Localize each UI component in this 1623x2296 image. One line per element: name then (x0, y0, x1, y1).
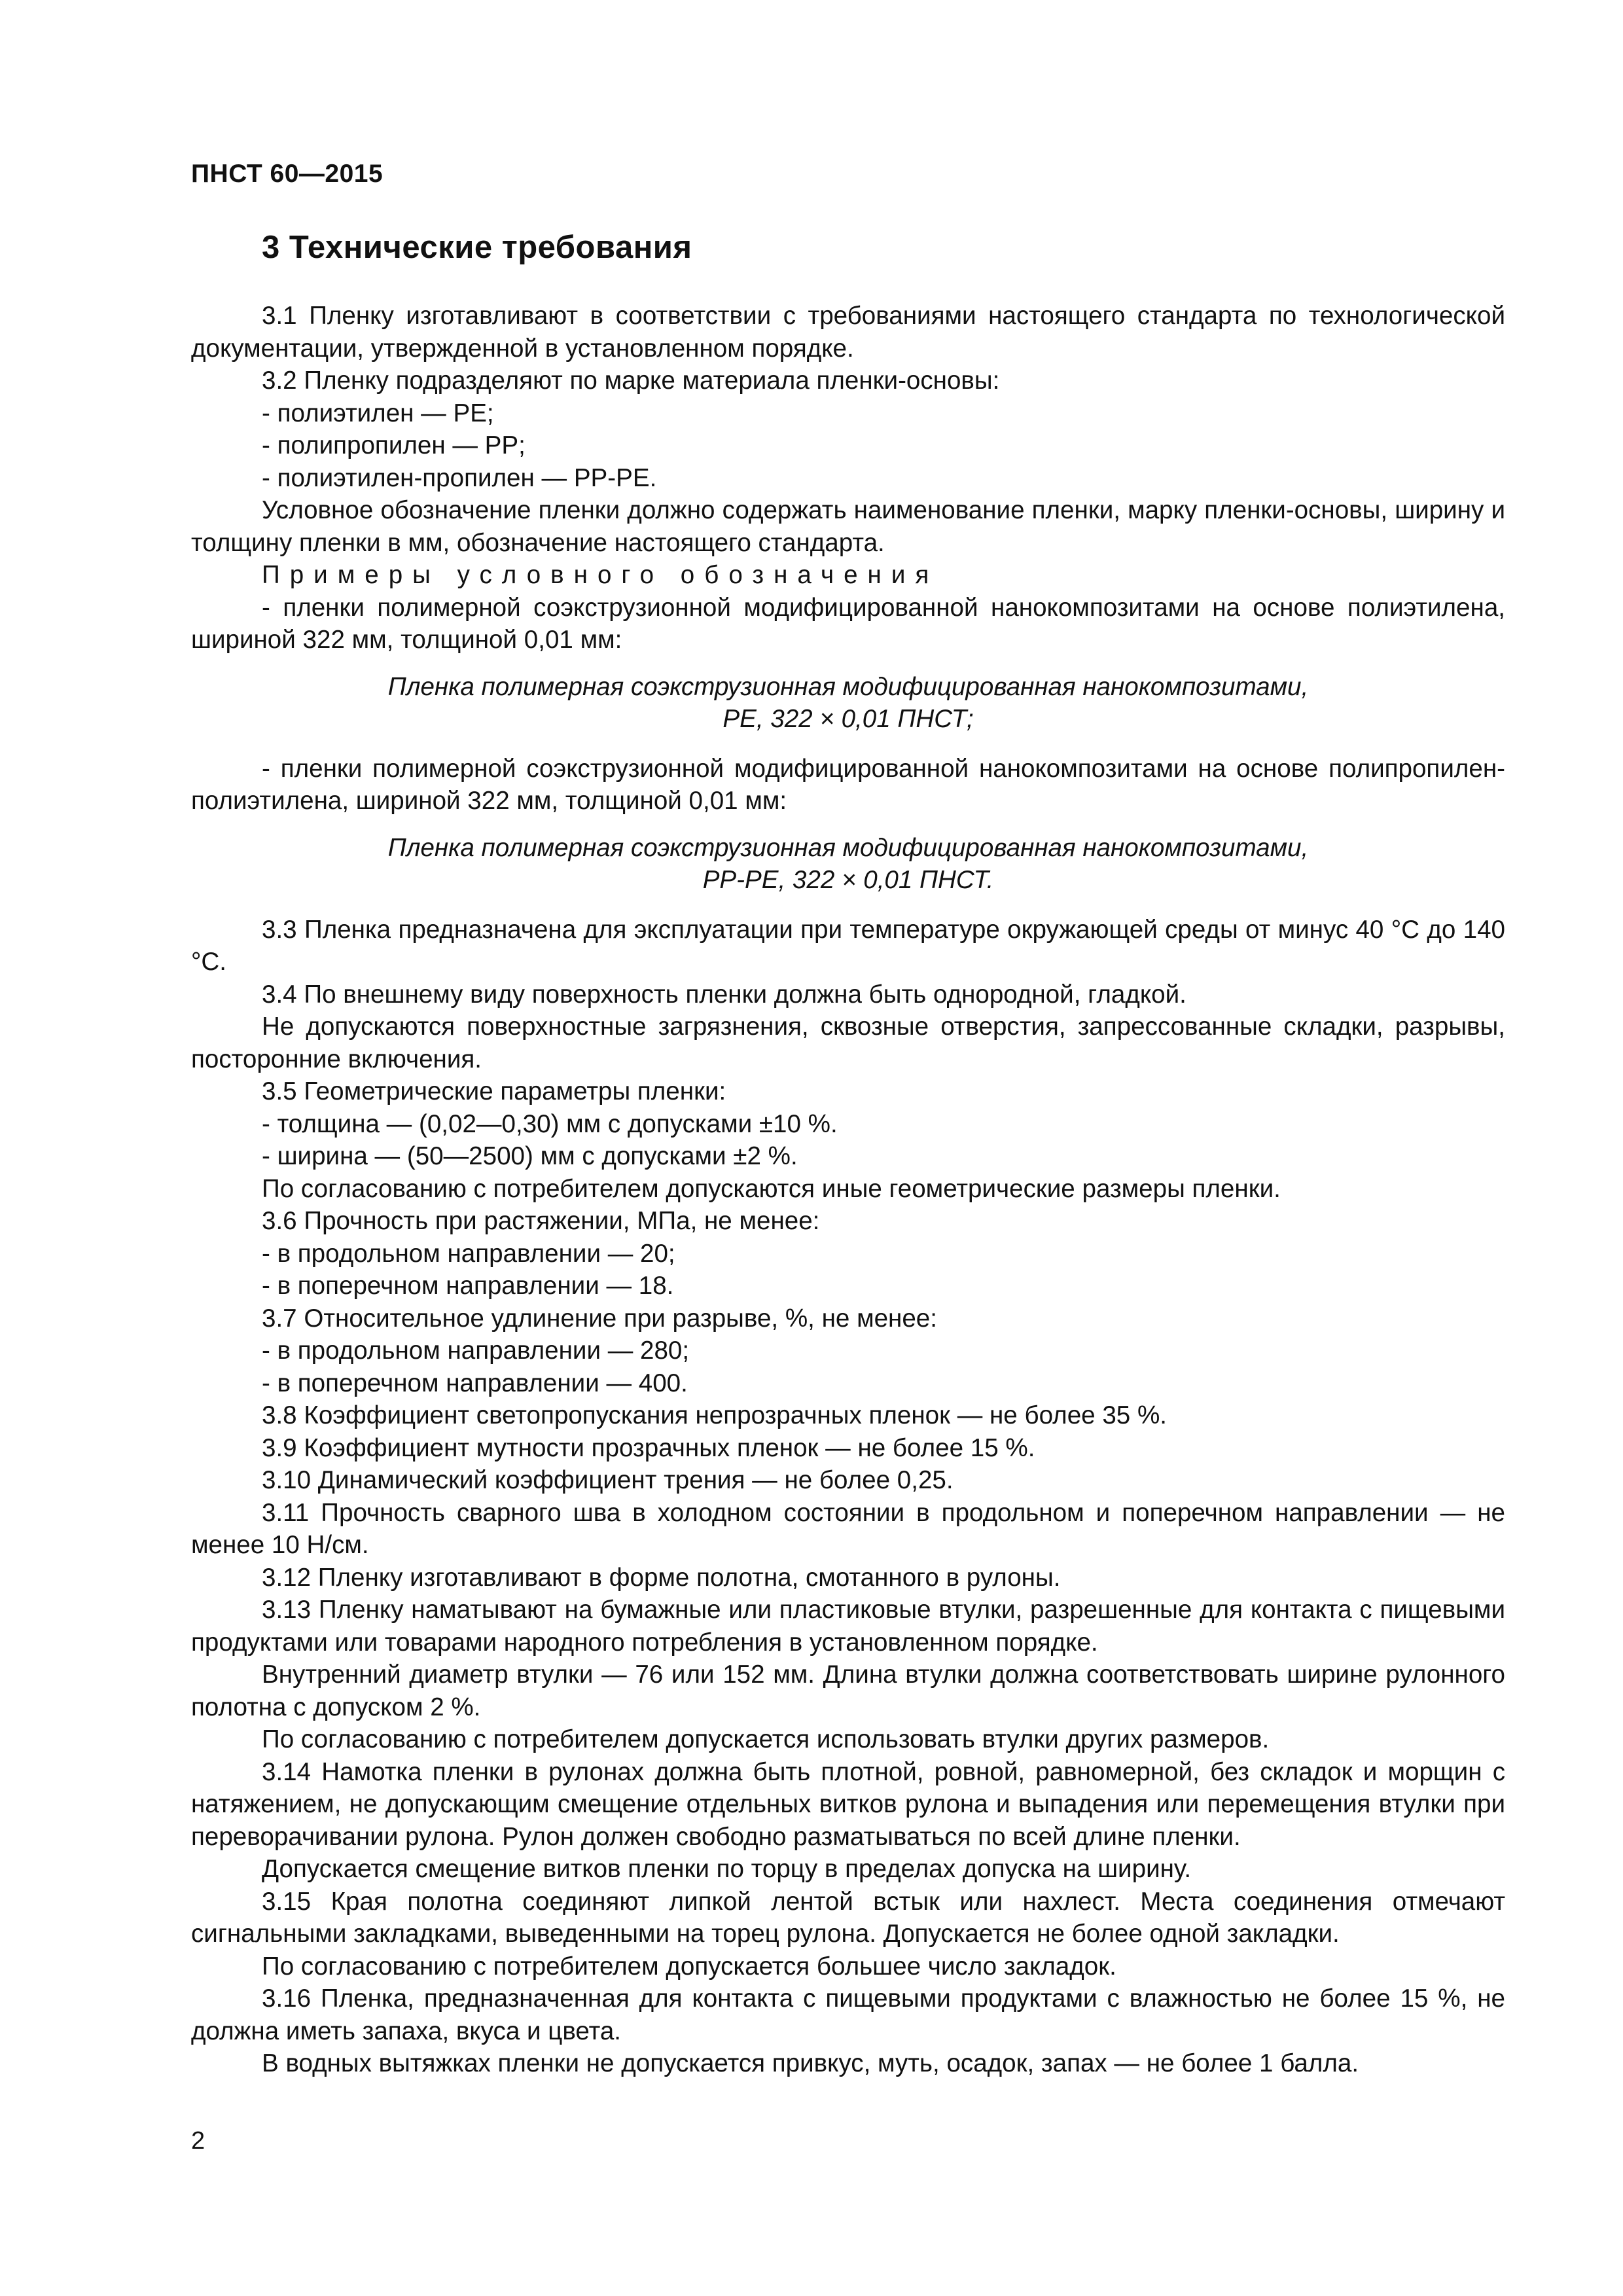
clause-3-1: 3.1 Пленку изготавливают в соответствии с требованиями настоящего стандарта по технологической документации, утвержденной в установленном порядке. (191, 302, 1505, 363)
clause-3-9: 3.9 Коэффициент мутности прозрачных пленок — не более 15 %. (262, 1433, 1035, 1462)
examples-heading: Примеры условного обозначения (262, 561, 939, 589)
clause-3-15-agreement: По согласованию с потребителем допускается большее число закладок. (262, 1952, 1116, 1981)
section-title: 3 Технические требования (262, 230, 692, 265)
clause-3-13-agreement: По согласованию с потребителем допускается использовать втулки других размеров. (262, 1725, 1270, 1753)
example-1-line-1: Пленка полимерная соэкструзионная модифицированная нанокомпозитами, (387, 672, 1309, 701)
example-1-intro: - пленки полимерной соэкструзионной модифицированной нанокомпозитами на основе полиэтилена, шириной 322 мм, толщиной 0,01 мм: (191, 593, 1505, 654)
clause-3-4-defects: Не допускаются поверхностные загрязнения, сквозные отверстия, запрессованные складки, разрывы, посторонние включения. (191, 1013, 1505, 1073)
example-2-line-2: PP-PE, 322 × 0,01 ПНСТ. (702, 866, 994, 894)
clause-3-12: 3.12 Пленку изготавливают в форме полотна, смотанного в рулоны. (262, 1563, 1061, 1592)
thickness-item: - толщина — (0,02—0,30) мм с допусками ±10 %. (262, 1109, 838, 1138)
clause-3-6: 3.6 Прочность при растяжении, МПа, не менее: (262, 1207, 820, 1235)
clause-3-2: 3.2 Пленку подразделяют по марке материала пленки-основы: (262, 367, 1000, 395)
example-1-line-2: PE, 322 × 0,01 ПНСТ; (722, 705, 974, 733)
clause-3-11: 3.11 Прочность сварного шва в холодном состоянии в продольном и поперечном направлении — не менее 10 Н/см. (191, 1498, 1505, 1559)
section-body (191, 300, 1505, 2080)
example-2-intro: - пленки полимерной соэкструзионной модифицированной нанокомпозитами на основе полипропилен-полиэтилена, шириной 322 мм, толщиной 0,01 мм: (191, 754, 1505, 815)
width-item: - ширина — (50—2500) мм с допусками ±2 %. (262, 1142, 798, 1170)
clause-3-15: 3.15 Края полотна соединяют липкой лентой встык или нахлест. Места соединения отмечают сигнальными закладками, выведенными на торец рулона. Допускается не более одной закладки. (191, 1887, 1505, 1948)
clause-3-5: 3.5 Геометрические параметры пленки: (262, 1077, 726, 1105)
clause-3-16-extracts: В водных вытяжках пленки не допускается привкус, муть, осадок, запах — не более 1 балла. (262, 2049, 1359, 2077)
designation-rule: Условное обозначение пленки должно содержать наименование пленки, марку пленки-основы, ширину и толщину пленки в мм, обозначение настоящего стандарта. (191, 496, 1505, 557)
grade-list-item: - полиэтилен-пропилен — PP-PE. (262, 463, 657, 492)
clause-3-5-agreement: По согласованию с потребителем допускаются иные геометрические размеры пленки. (262, 1174, 1281, 1203)
clause-3-8: 3.8 Коэффициент светопропускания непрозрачных пленок — не более 35 %. (262, 1401, 1167, 1429)
grade-list-item: - полиэтилен — PE; (262, 399, 494, 427)
clause-3-7-longitudinal: - в продольном направлении — 280; (262, 1336, 690, 1365)
grade-list-item: - полипропилен — PP; (262, 431, 526, 459)
page-number: 2 (191, 2127, 205, 2155)
example-1-designation (191, 671, 1505, 736)
clause-3-14: 3.14 Намотка пленки в рулонах должна быть плотной, ровной, равномерной, без складок и морщин с натяжением, не допускающим смещение отдельных витков рулона и выпадения или перемещения втулки при переворачивании рулона. Рулон должен свободно разматываться по всей длине пленки. (191, 1757, 1505, 1851)
clause-3-7-transverse: - в поперечном направлении — 400. (262, 1369, 688, 1397)
standard-code: ПНСТ 60—2015 (191, 160, 383, 188)
clause-3-4: 3.4 По внешнему виду поверхность пленки должна быть однородной, гладкой. (262, 980, 1186, 1009)
clause-3-10: 3.10 Динамический коэффициент трения — не более 0,25. (262, 1466, 954, 1494)
clause-3-7: 3.7 Относительное удлинение при разрыве, %, не менее: (262, 1304, 937, 1333)
clause-3-6-longitudinal: - в продольном направлении — 20; (262, 1239, 675, 1268)
clause-3-3: 3.3 Пленка предназначена для эксплуатации при температуре окружающей среды от минус 40 °С до 140 °С. (191, 915, 1505, 976)
clause-3-6-transverse: - в поперечном направлении — 18. (262, 1272, 674, 1300)
clause-3-13: 3.13 Пленку наматывают на бумажные или пластиковые втулки, разрешенные для контакта с пищевыми продуктами или товарами народного потребления в установленном порядке. (191, 1596, 1505, 1657)
clause-3-13-diameter: Внутренний диаметр втулки — 76 или 152 мм. Длина втулки должна соответствовать ширине рулонного полотна с допуском 2 %. (191, 1660, 1505, 1721)
example-2-line-1: Пленка полимерная соэкструзионная модифицированная нанокомпозитами, (387, 833, 1309, 862)
clause-3-16: 3.16 Пленка, предназначенная для контакта с пищевыми продуктами с влажностью не более 15 %, не должна иметь запаха, вкуса и цвета. (191, 1984, 1505, 2045)
example-2-designation (191, 832, 1505, 897)
clause-3-14-offset: Допускается смещение витков пленки по торцу в пределах допуска на ширину. (262, 1855, 1192, 1883)
